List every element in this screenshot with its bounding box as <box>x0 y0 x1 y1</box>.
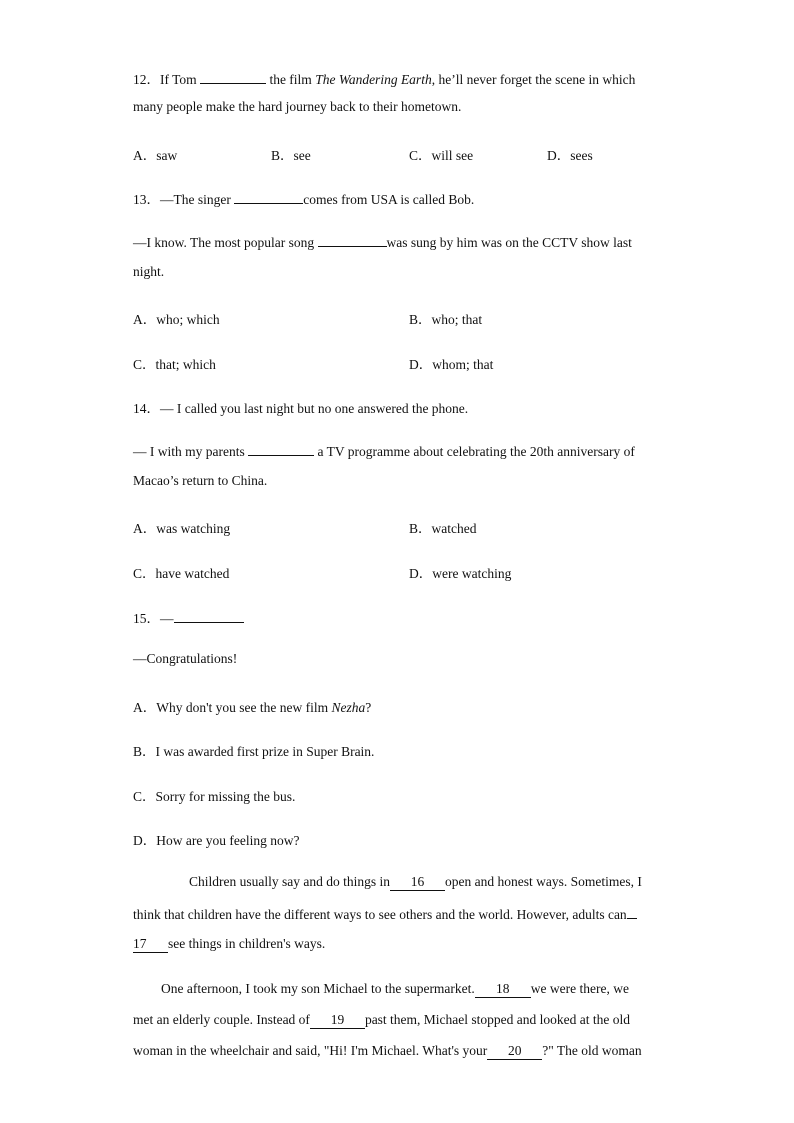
passage-p1-line3 <box>133 936 325 953</box>
q13-option-b[interactable]: B．who; that <box>409 312 483 327</box>
q15-blank[interactable] <box>174 609 244 623</box>
q14-option-d[interactable]: D．were watching <box>409 566 512 581</box>
q13-number: 13．—The singer <box>133 192 235 207</box>
q15-number: 15．— <box>133 611 174 626</box>
q14-option-a[interactable]: A．was watching <box>133 521 231 536</box>
q13-stem-line2 <box>133 233 632 251</box>
passage-text: Children usually say and do things in <box>189 874 390 889</box>
passage-text: see things in children's ways. <box>168 936 326 951</box>
q12-blank[interactable] <box>200 70 266 84</box>
passage-text: we were there, we <box>530 981 629 996</box>
q15-option-c[interactable]: C．Sorry for missing the bus. <box>133 789 296 804</box>
q12-option-c[interactable]: C．will see <box>409 148 474 163</box>
q12-option-a[interactable]: A．saw <box>133 148 178 163</box>
q13-option-c[interactable]: C．that; which <box>133 357 216 372</box>
q14-option-b[interactable]: B．watched <box>409 521 477 536</box>
q12-option-b[interactable]: B．see <box>271 148 311 163</box>
passage-text: met an elderly couple. Instead of <box>133 1012 310 1027</box>
q13-text-2: —I know. The most popular song <box>133 235 318 250</box>
passage-p2-line1 <box>161 981 629 998</box>
q13-option-d[interactable]: D．whom; that <box>409 357 494 372</box>
q15-option-a-text: A．Why don't you see the new film <box>133 700 332 715</box>
q12-option-d[interactable]: D．sees <box>547 148 593 163</box>
passage-text: woman in the wheelchair and said, "Hi! I'm Michael. What's your <box>133 1043 488 1058</box>
cloze-blank-16[interactable]: 16 <box>390 874 445 891</box>
q12-film-title: The Wandering Earth <box>315 72 432 87</box>
cloze-blank-17-start <box>627 905 637 919</box>
passage-p1-line2 <box>133 905 637 923</box>
q15-option-b[interactable]: B．I was awarded first prize in Super Brain. <box>133 744 375 759</box>
q15-film-title: Nezha <box>331 700 366 715</box>
q13-option-a[interactable]: A．who; which <box>133 312 220 327</box>
q14-text: — I with my parents <box>133 444 249 459</box>
passage-p1-line1 <box>189 874 642 891</box>
q15-option-a[interactable] <box>133 696 371 716</box>
q13-stem-line3: night. <box>133 264 165 279</box>
q14-option-c[interactable]: C．have watched <box>133 566 230 581</box>
q12-stem-line2: many people make the hard journey back to their hometown. <box>133 99 462 114</box>
passage-p2-line2 <box>133 1012 630 1029</box>
q15-option-a-end: ? <box>365 700 372 715</box>
q13-stem <box>133 188 474 208</box>
q12-text: the film <box>266 72 316 87</box>
passage-text: past them, Michael stopped and looked at the old <box>364 1012 631 1027</box>
passage-p2-line3 <box>133 1043 642 1060</box>
q13-blank-2[interactable] <box>318 233 387 247</box>
q12-stem <box>133 68 635 88</box>
q13-text: comes from USA is called Bob. <box>303 192 475 207</box>
q12-text-end: , he’ll never forget the scene in which <box>431 72 636 87</box>
cloze-blank-17[interactable]: 17 <box>133 936 168 953</box>
q14-stem: 14．— I called you last night but no one answered the phone. <box>133 401 469 416</box>
passage-text: One afternoon, I took my son Michael to the supermarket. <box>161 981 475 996</box>
q14-stem-line2 <box>133 442 635 460</box>
cloze-blank-18[interactable]: 18 <box>475 981 531 998</box>
q14-stem-line3: Macao’s return to China. <box>133 473 268 488</box>
q14-blank[interactable] <box>248 442 314 456</box>
passage-text: open and honest ways. Sometimes, I <box>444 874 642 889</box>
cloze-blank-19[interactable]: 19 <box>310 1012 365 1029</box>
cloze-blank-20[interactable]: 20 <box>487 1043 542 1060</box>
q15-stem <box>133 607 244 627</box>
q15-option-d[interactable]: D．How are you feeling now? <box>133 833 300 848</box>
q13-blank-1[interactable] <box>234 190 303 204</box>
q14-text-2: a TV programme about celebrating the 20th anniversary of <box>314 444 635 459</box>
q15-reply: —Congratulations! <box>133 651 238 666</box>
passage-text: ?" The old woman <box>542 1043 642 1058</box>
q12-number: 12．If Tom <box>133 72 197 87</box>
q13-text-3: was sung by him was on the CCTV show last <box>386 235 632 250</box>
passage-text: think that children have the different ways to see others and the world. However, adults can <box>133 907 627 922</box>
